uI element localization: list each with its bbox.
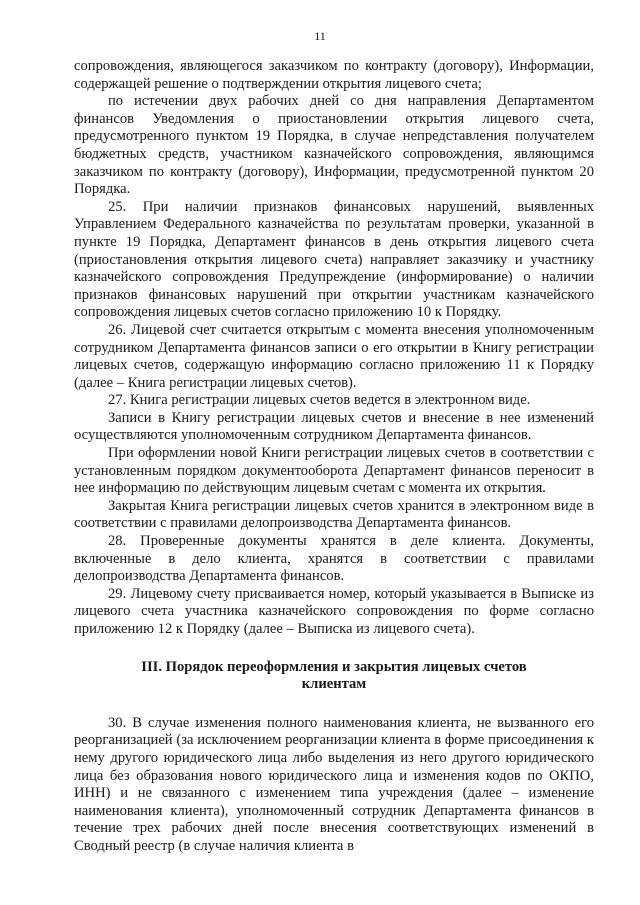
paragraph-item-29: 29. Лицевому счету присваивается номер, который указывается в Выписке из лицевого счета участника казначейского сопровождения по форме согласно приложению 12 к Порядку (далее – Выписка из лицевого счета).	[74, 585, 594, 637]
paragraph: сопровождения, являющегося заказчиком по контракту (договору), Информации, содержащей решение о подтверждении открытия лицевого счета;	[74, 58, 594, 92]
paragraph-item-30: 30. В случае изменения полного наименования клиента, не вызванного его реорганизацией (за исключением реорганизации клиента в форме присоединения к нему другого юридического лица либо выделения из него другого юридического лица без образования нового юридического лица и изменения кодов по ОКПО, ИНН) и не связанного с изменением типа учреждения (далее – изменение наименования клиента), уполномоченный сотрудник Департамента финансов в течение трех рабочих дней после внесения соответствующих изменений в Сводный реестр (в случае наличия клиента в	[74, 714, 594, 854]
paragraph-item-27: 27. Книга регистрации лицевых счетов ведется в электронном виде.	[108, 392, 531, 409]
paragraph-item-28: 28. Проверенные документы хранятся в деле клиента. Документы, включенные в дело клиента, хранятся в соответствии с правилами делопроизводства Департамента финансов.	[74, 533, 594, 585]
document-body	[74, 58, 594, 856]
paragraph: Закрытая Книга регистрации лицевых счетов хранится в электронном виде в соответствии с правилами делопроизводства Департамента финансов.	[74, 497, 594, 532]
paragraph: При оформлении новой Книги регистрации лицевых счетов в соответствии с установленным порядком документооборота Департамент финансов переносит в нее информацию по действующим лицевым счетам с момента их открытия.	[74, 445, 594, 497]
page-number: 11	[314, 29, 326, 43]
paragraph-item-26: 26. Лицевой счет считается открытым с момента внесения уполномоченным сотрудником Департамента финансов записи о его открытии в Книгу регистрации лицевых счетов, содержащую информацию согласно приложению 11 к Порядку (далее – Книга регистрации лицевых счетов).	[74, 321, 594, 391]
section-heading: III. Порядок переоформления и закрытия лицевых счетов клиентам	[141, 658, 527, 693]
paragraph: Записи в Книгу регистрации лицевых счетов и внесение в нее изменений осуществляются уполномоченным сотрудником Департамента финансов.	[74, 409, 594, 444]
paragraph: по истечении двух рабочих дней со дня направления Департаментом финансов Уведомления о приостановлении открытия лицевого счета, предусмотренного пунктом 19 Порядка, в случае непредставления получателем бюджетных средств, участником казначейского сопровождения, являющимся заказчиком по контракту (договору), Информации, предусмотренной пунктом 20 Порядка.	[74, 93, 594, 198]
paragraph-item-25: 25. При наличии признаков финансовых нарушений, выявленных Управлением Федерального казначейства по результатам проверки, указанной в пункте 19 Порядка, Департамент финансов в день открытия лицевого счета (приостановления открытия лицевого счета) направляет заказчику и участнику казначейского сопровождения Предупреждение (информирование) о наличии признаков финансовых нарушений при открытии участникам казначейского сопровождения лицевых счетов согласно приложению 10 к Порядку.	[74, 198, 594, 321]
